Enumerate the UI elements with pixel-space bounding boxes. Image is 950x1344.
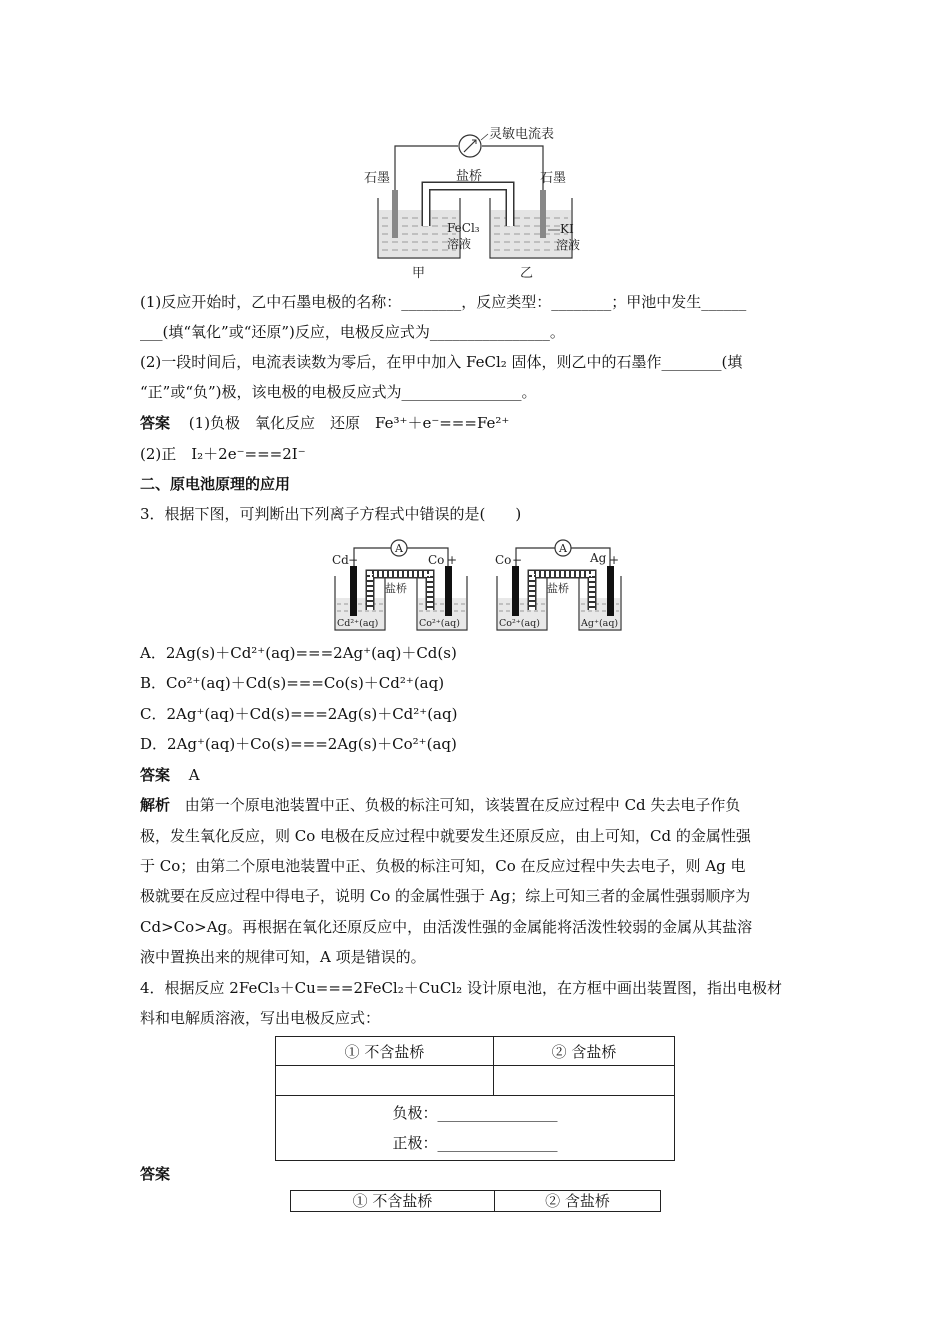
table-cell-with-bridge — [494, 1066, 675, 1096]
ammeter-label-1: A — [395, 542, 403, 555]
question-2-part-2-line-1: (2)一段时间后，电流表读数为零后，在甲中加入 FeCl₂ 固体，则乙中的石墨作________(填 — [140, 353, 743, 371]
analysis-line-6: 液中置换出来的规律可知，A 项是错误的。 — [140, 948, 426, 966]
answer-label-3: 答案 — [140, 766, 171, 784]
analysis-label: 解析 — [140, 796, 171, 814]
left-solution-formula: FeCl₃ — [447, 221, 480, 235]
electrode-reactions-cell — [276, 1096, 675, 1161]
analysis-line-2: 极，发生氧化反应，则 Co 电极在反应过程中就要发生还原反应，由上可知，Cd 的金属性强 — [140, 827, 751, 845]
ag-solution-label: Ag⁺(aq) — [581, 618, 619, 629]
section-heading: 二、原电池原理的应用 — [140, 475, 291, 493]
cell-2 — [495, 540, 621, 630]
left-graphite-electrode — [392, 190, 398, 238]
co-sign: + — [447, 553, 458, 567]
answer-table-header-no-bridge: ① 不含盐桥 — [291, 1191, 495, 1212]
figure-galvanic-cells-2 — [325, 536, 630, 636]
right-solution-formula: KI — [560, 222, 574, 236]
cell-1 — [332, 540, 467, 630]
co-label: Co — [428, 553, 445, 567]
answer-3-value: A — [188, 766, 200, 784]
co-solution-label: Co²⁺(aq) — [419, 618, 460, 629]
table-cell-no-bridge — [276, 1066, 494, 1096]
answer-table-header-with-bridge: ② 含盐桥 — [495, 1191, 661, 1212]
answer-1-line-2: (2)正 I₂＋2e⁻===2I⁻ — [140, 445, 306, 463]
cd-solution-label: Cd²⁺(aq) — [337, 618, 379, 629]
answer-label-4: 答案 — [140, 1165, 171, 1183]
cell-jia-label: 甲 — [412, 266, 426, 281]
ag-label: Ag — [590, 551, 607, 565]
co-solution-label-2: Co²⁺(aq) — [499, 618, 540, 629]
option-b: B．Co²⁺(aq)＋Cd(s)===Co(s)＋Cd²⁺(aq) — [140, 674, 445, 692]
cd-label: Cd — [332, 553, 349, 567]
question-3-stem: 3．根据下图，可判断出下列离子方程式中错误的是( ) — [140, 505, 522, 523]
left-solution-label: 溶液 — [447, 237, 472, 251]
answer-3-line — [140, 765, 200, 785]
figure-galvanic-cell-1 — [360, 118, 600, 284]
answer-label: 答案 — [140, 414, 171, 432]
right-solution-label: 溶液 — [556, 238, 581, 252]
positive-electrode-blank: 正极：________________ — [392, 1134, 558, 1152]
option-a: A．2Ag(s)＋Cd²⁺(aq)===2Ag⁺(aq)＋Cd(s) — [140, 644, 457, 662]
answer-1-line — [140, 413, 509, 433]
salt-bridge-label-1: 盐桥 — [385, 582, 407, 595]
table-header-no-bridge: ① 不含盐桥 — [276, 1037, 494, 1066]
negative-electrode-blank: 负极：________________ — [392, 1104, 558, 1122]
co-sign-2: − — [512, 553, 523, 567]
table-header-with-bridge: ② 含盐桥 — [494, 1037, 675, 1066]
question-4-line-2: 料和电解质溶液，写出电极反应式： — [140, 1009, 381, 1027]
galvanometer-label: 灵敏电流表 — [489, 127, 555, 142]
analysis-line-1 — [140, 795, 740, 815]
salt-bridge-label: 盐桥 — [456, 169, 483, 184]
cell-yi-label: 乙 — [520, 266, 534, 281]
analysis-text-1: 由第一个原电池装置中正、负极的标注可知，该装置在反应过程中 Cd 失去电子作负 — [184, 796, 741, 814]
analysis-line-3: 于 Co；由第二个原电池装置中正、负极的标注可知，Co 在反应过程中失去电子，则 Ag 电 — [140, 857, 746, 875]
left-electrode-label: 石墨 — [364, 171, 391, 186]
analysis-line-4: 极就要在反应过程中得电子，说明 Co 的金属性强于 Ag；综上可知三者的金属性强弱顺序为 — [140, 887, 751, 905]
salt-bridge-label-2: 盐桥 — [547, 582, 569, 595]
ag-sign: + — [609, 553, 620, 567]
option-c: C．2Ag⁺(aq)＋Cd(s)===2Ag(s)＋Cd²⁺(aq) — [140, 705, 458, 723]
right-graphite-electrode — [540, 190, 546, 238]
analysis-line-5: Cd>Co>Ag。再根据在氧化还原反应中，由活泼性强的金属能将活泼性较弱的金属从其盐溶 — [140, 918, 753, 936]
question-4-line-1: 4．根据反应 2FeCl₃＋Cu===2FeCl₂＋CuCl₂ 设计原电池，在方框中画出装置图，指出电极材 — [140, 979, 782, 997]
answer-text: (1)负极 氧化反应 还原 Fe³⁺＋e⁻===Fe²⁺ — [188, 414, 510, 432]
right-electrode-label: 石墨 — [540, 171, 567, 186]
design-table — [275, 1036, 675, 1161]
cd-sign: − — [348, 553, 359, 567]
question-2-part-1-line-1: (1)反应开始时，乙中石墨电极的名称：________，反应类型：________；甲池中发生______ — [140, 293, 747, 311]
option-d: D．2Ag⁺(aq)＋Co(s)===2Ag(s)＋Co²⁺(aq) — [140, 735, 457, 753]
ammeter-label-2: A — [559, 542, 567, 555]
question-2-part-2-line-2: “正”或“负”)极，该电极的电极反应式为________________。 — [140, 383, 537, 401]
answer-table — [290, 1190, 661, 1212]
co-label-2: Co — [495, 553, 512, 567]
question-2-part-1-line-2: ___(填“氧化”或“还原”)反应，电极反应式为________________。 — [140, 323, 565, 341]
